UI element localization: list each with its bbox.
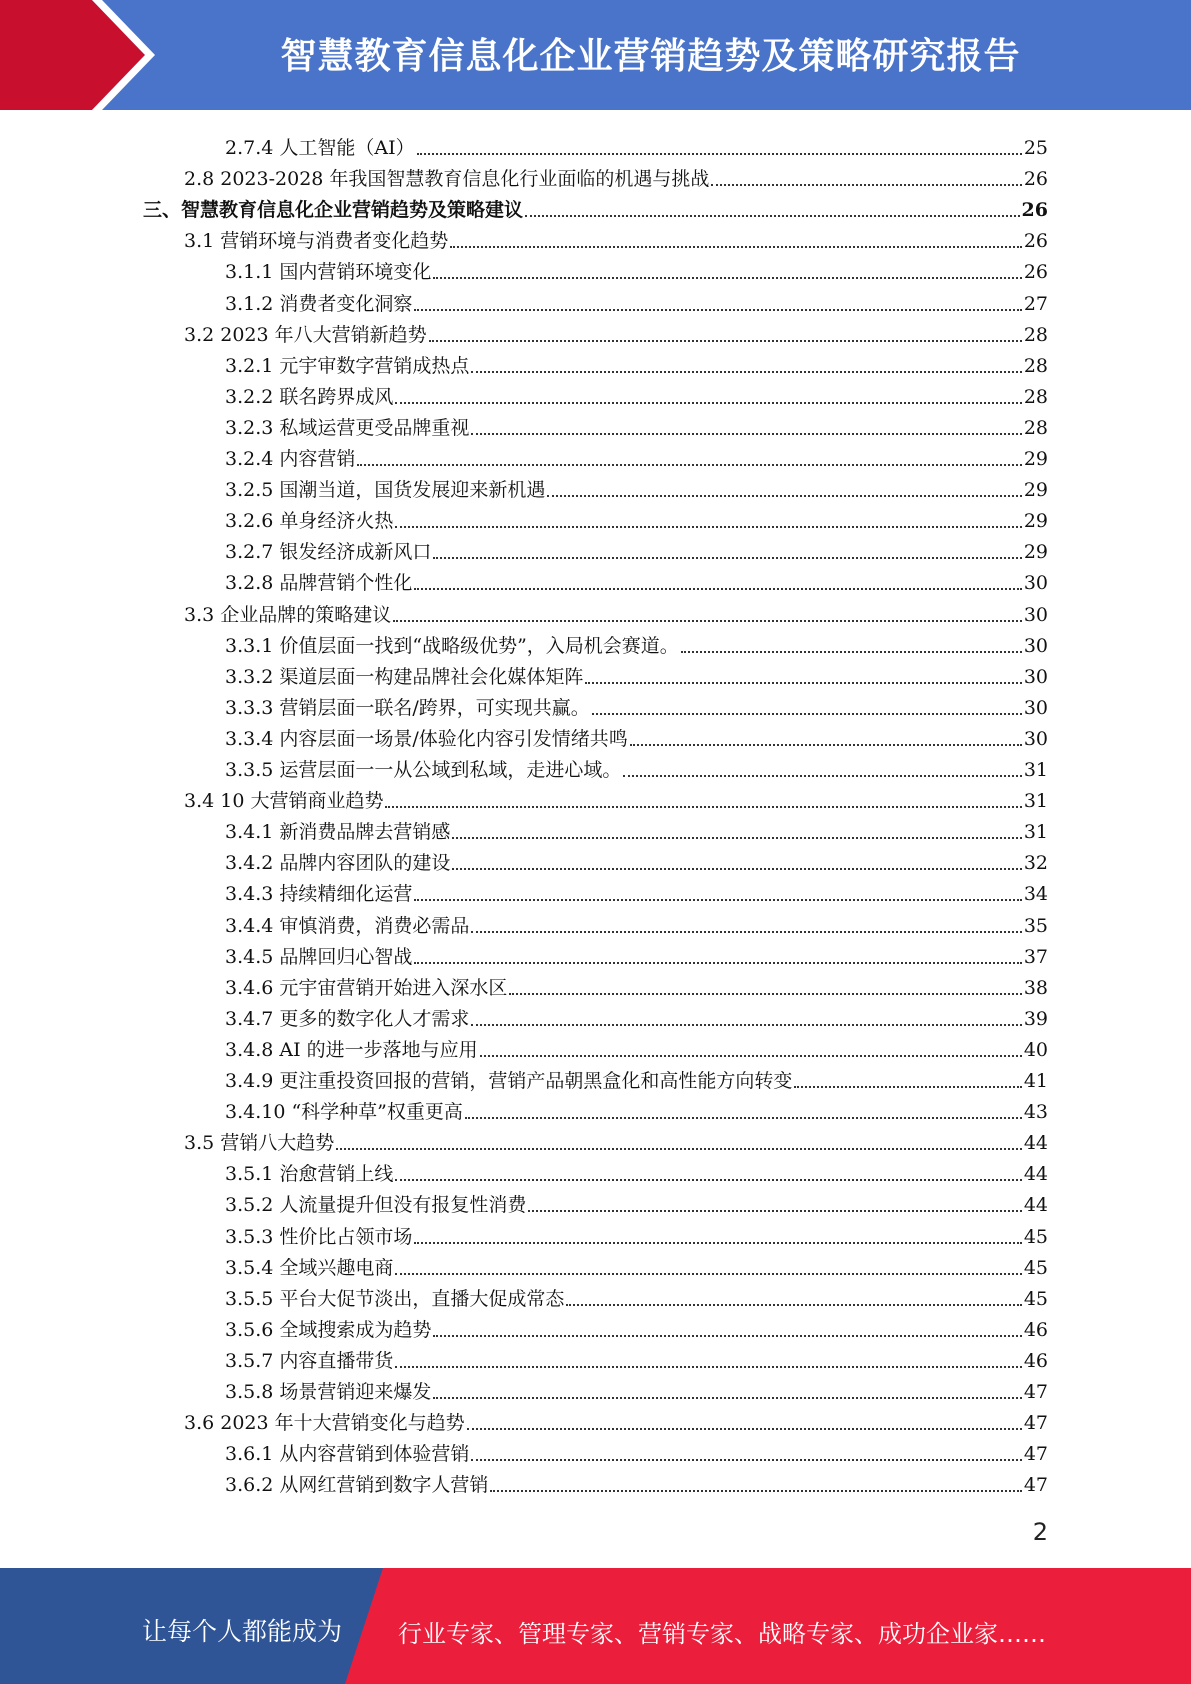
toc-entry-title: 3.5.2 人流量提升但没有报复性消费: [225, 1194, 527, 1217]
toc-dot-leader: [357, 464, 1021, 466]
toc-entry-title: 3.3.2 渠道层面一构建品牌社会化媒体矩阵: [225, 665, 584, 688]
toc-dot-leader: [480, 1055, 1022, 1057]
toc-dot-leader: [465, 1117, 1022, 1119]
toc-entry-title: 3.3.1 价值层面一找到“战略级优势”，入局机会赛道。: [225, 634, 679, 657]
toc-entry[interactable]: [225, 346, 1048, 377]
toc-entry-title: 3.5.4 全域兴趣电商: [225, 1256, 394, 1279]
toc-entry[interactable]: [225, 1217, 1048, 1248]
toc-entry[interactable]: [225, 1465, 1048, 1496]
toc-entry-page: 46: [1023, 1349, 1048, 1372]
toc-entry-title: 3.4 10 大营销商业趋势: [184, 790, 384, 813]
toc-dot-leader: [467, 1428, 1022, 1430]
toc-entry-title: 3.3.5 运营层面一一从公域到私域，走进心域。: [225, 759, 622, 781]
toc-dot-leader: [528, 1210, 1021, 1212]
toc-dot-leader: [417, 153, 1022, 155]
toc-entry[interactable]: [225, 1092, 1048, 1123]
toc-entry-page: 45: [1023, 1287, 1048, 1310]
toc-entry[interactable]: [225, 1310, 1048, 1341]
toc-entry-page: 47: [1023, 1381, 1048, 1403]
toc-entry[interactable]: [225, 128, 1048, 159]
toc-entry-title: 3.4.4 审慎消费，消费必需品: [225, 914, 470, 937]
toc-entry[interactable]: [225, 626, 1048, 657]
toc-dot-leader: [414, 1242, 1021, 1244]
toc-entry-page: 37: [1023, 945, 1048, 968]
toc-entry-page: 45: [1023, 1225, 1048, 1248]
toc-entry-page: 34: [1023, 883, 1048, 906]
toc-entry[interactable]: [225, 843, 1048, 874]
toc-entry-title: 3.1 营销环境与消费者变化趋势: [184, 230, 449, 253]
toc-dot-leader: [414, 962, 1021, 964]
toc-entry-title: 3.5.3 性价比占领市场: [225, 1225, 413, 1248]
toc-dot-leader: [585, 682, 1021, 684]
toc-entry-title: 3.2.7 银发经济成新风口: [225, 541, 432, 564]
toc-entry-page: 32: [1023, 852, 1048, 875]
toc-dot-leader: [525, 215, 1020, 217]
toc-entry[interactable]: [225, 1434, 1048, 1465]
toc-dot-leader: [623, 775, 1021, 777]
toc-dot-leader: [385, 806, 1021, 808]
toc-entry-page: 26: [1023, 230, 1048, 253]
toc-entry-page: 39: [1023, 1007, 1048, 1030]
toc-entry-title: 3.4.10 “科学种草”权重更高: [225, 1101, 463, 1124]
toc-entry-title: 3.2.2 联名跨界成风: [225, 385, 394, 408]
toc-dot-leader: [393, 620, 1022, 622]
toc-entry-page: 26: [1023, 168, 1048, 191]
toc-dot-leader: [630, 744, 1022, 746]
toc-entry[interactable]: [225, 999, 1048, 1030]
toc-dot-leader: [490, 1490, 1021, 1492]
toc-entry-page: 30: [1023, 572, 1048, 595]
toc-entry-page: 31: [1023, 821, 1048, 844]
toc-dot-leader: [395, 402, 1021, 404]
toc-entry-page: 44: [1023, 1194, 1048, 1217]
toc-entry-page: 38: [1023, 976, 1048, 999]
toc-entry-title: 3.5.1 治愈营销上线: [225, 1163, 394, 1186]
toc-dot-leader: [433, 277, 1021, 279]
toc-entry[interactable]: [184, 595, 1048, 626]
toc-entry[interactable]: [184, 221, 1048, 252]
toc-entry[interactable]: [225, 563, 1048, 594]
toc-entry[interactable]: [225, 1279, 1048, 1310]
toc-entry[interactable]: [225, 1341, 1048, 1372]
toc-entry-page: 26: [1023, 261, 1048, 284]
toc-entry-page: 40: [1023, 1038, 1048, 1061]
toc-entry-page: 47: [1023, 1474, 1048, 1497]
toc-entry-title: 3.5.8 场景营销迎来爆发: [225, 1381, 432, 1403]
toc-entry-title: 3.6.2 从网红营销到数字人营销: [225, 1474, 489, 1497]
toc-dot-leader: [395, 1273, 1021, 1275]
toc-entry-title: 3.4.2 品牌内容团队的建设: [225, 852, 451, 875]
toc-entry-page: 43: [1023, 1101, 1048, 1124]
toc-entry-title: 3.2.4 内容营销: [225, 448, 356, 470]
toc-entry-title: 3.2.8 品牌营销个性化: [225, 572, 413, 595]
toc-entry[interactable]: [225, 252, 1048, 283]
toc-entry-title: 3.1.1 国内营销环境变化: [225, 261, 432, 284]
toc-dot-leader: [395, 526, 1021, 528]
toc-entry[interactable]: [225, 1154, 1048, 1185]
toc-entry-page: 29: [1023, 541, 1048, 564]
toc-entry[interactable]: [225, 874, 1048, 905]
toc-entry[interactable]: [225, 1030, 1048, 1061]
footer-slogan-right: 行业专家、管理专家、营销专家、战略专家、成功企业家……: [398, 1620, 1046, 1648]
toc-entry-title: 3.2.1 元宇审数字营销成热点: [225, 354, 470, 377]
toc-dot-leader: [450, 246, 1022, 248]
toc-entry-title: 3.4.1 新消费品牌去营销感: [225, 821, 451, 844]
toc-entry-title: 3.3 企业品牌的策略建议: [184, 603, 392, 626]
toc-dot-leader: [509, 993, 1021, 995]
toc-entry-title: 3.4.5 品牌回归心智战: [225, 945, 413, 968]
toc-entry[interactable]: [184, 1403, 1048, 1434]
report-title: 智慧教育信息化企业营销趋势及策略研究报告: [280, 36, 1021, 77]
toc-entry[interactable]: [225, 750, 1048, 781]
toc-entry-page: 28: [1023, 416, 1048, 439]
toc-entry-page: 47: [1023, 1443, 1048, 1466]
toc-entry-page: 35: [1023, 914, 1048, 937]
toc-entry-page: 29: [1023, 479, 1048, 502]
toc-entry-title: 3.4.3 持续精细化运营: [225, 883, 413, 906]
toc-entry-title: 3.5.7 内容直播带货: [225, 1349, 394, 1372]
toc-entry-page: 26: [1021, 199, 1048, 222]
toc-dot-leader: [471, 433, 1021, 435]
toc-entry-page: 28: [1023, 354, 1048, 377]
toc-entry-page: 41: [1023, 1070, 1048, 1092]
toc-entry-title: 3.4.8 AI 的进一步落地与应用: [225, 1038, 478, 1061]
toc-entry[interactable]: [225, 501, 1048, 532]
toc-dot-leader: [547, 495, 1021, 497]
toc-entry-title: 3.4.7 更多的数字化人才需求: [225, 1007, 470, 1030]
toc-dot-leader: [452, 837, 1021, 839]
toc-entry[interactable]: [225, 719, 1048, 750]
toc-dot-leader: [566, 1304, 1021, 1306]
toc-dot-leader: [395, 1179, 1021, 1181]
toc-dot-leader: [414, 309, 1021, 311]
page-header: [0, 0, 1191, 110]
toc-dot-leader: [414, 899, 1021, 901]
toc-entry-title: 3.1.2 消费者变化洞察: [225, 292, 413, 315]
toc-entry[interactable]: [184, 1123, 1048, 1154]
toc-entry-page: 27: [1023, 292, 1048, 315]
toc-entry-title: 3.6 2023 年十大营销变化与趋势: [184, 1412, 465, 1435]
toc-entry-page: 31: [1023, 759, 1048, 781]
toc-entry[interactable]: [184, 315, 1048, 346]
toc-entry-title: 3.6.1 从内容营销到体验营销: [225, 1443, 470, 1466]
toc-entry-page: 29: [1023, 448, 1048, 470]
toc-entry-page: 30: [1023, 634, 1048, 657]
toc-entry-title: 3.2.5 国潮当道，国货发展迎来新机遇: [225, 479, 546, 502]
toc-entry[interactable]: [225, 284, 1048, 315]
toc-entry-title: 2.8 2023-2028 年我国智慧教育信息化行业面临的机遇与挑战: [184, 168, 710, 191]
toc-entry[interactable]: [225, 470, 1048, 501]
toc-entry-title: 3.2 2023 年八大营销新趋势: [184, 323, 427, 346]
toc-dot-leader: [794, 1086, 1021, 1088]
toc-entry-page: 30: [1023, 727, 1048, 750]
toc-dot-leader: [681, 651, 1022, 653]
page-number: 2: [1032, 1518, 1048, 1546]
toc-dot-leader: [433, 557, 1021, 559]
toc-entry-page: 44: [1023, 1132, 1048, 1155]
toc-entry-title: 3.2.3 私域运营更受品牌重视: [225, 416, 470, 439]
toc-entry[interactable]: [184, 159, 1048, 190]
toc-dot-leader: [452, 868, 1021, 870]
footer-slogan-left: 让每个人都能成为: [142, 1617, 343, 1646]
toc-dot-leader: [433, 1335, 1021, 1337]
toc-dot-leader: [395, 1366, 1021, 1368]
toc-entry[interactable]: [225, 906, 1048, 937]
toc-dot-leader: [471, 931, 1021, 933]
toc-dot-leader: [336, 1148, 1022, 1150]
toc-entry-title: 3.4.6 元宇宙营销开始进入深水区: [225, 976, 508, 999]
toc-entry-title: 2.7.4 人工智能（AI）: [225, 137, 415, 159]
toc-entry-page: 45: [1023, 1256, 1048, 1279]
toc-entry-title: 三、智慧教育信息化企业营销趋势及策略建议: [143, 199, 524, 222]
toc-entry-title: 3.5 营销八大趋势: [184, 1132, 335, 1155]
toc-entry-page: 47: [1023, 1412, 1048, 1435]
toc-entry[interactable]: [225, 377, 1048, 408]
toc-dot-leader: [471, 371, 1021, 373]
toc-entry[interactable]: [225, 968, 1048, 999]
toc-entry[interactable]: [225, 1248, 1048, 1279]
toc-entry-page: 30: [1023, 665, 1048, 688]
toc-dot-leader: [429, 340, 1022, 342]
toc-entry-page: 28: [1023, 385, 1048, 408]
toc-dot-leader: [471, 1024, 1021, 1026]
toc-entry-title: 3.3.4 内容层面一场景/体验化内容引发情绪共鸣: [225, 727, 628, 750]
toc-entry-page: 30: [1023, 603, 1048, 626]
toc-entry-page: 29: [1023, 510, 1048, 533]
page-footer: [0, 1568, 1191, 1684]
toc-entry[interactable]: [225, 1372, 1048, 1403]
toc-dot-leader: [433, 1397, 1021, 1399]
toc-entry[interactable]: [225, 812, 1048, 843]
toc-entry[interactable]: [225, 408, 1048, 439]
toc-entry[interactable]: [225, 439, 1048, 470]
toc-entry[interactable]: [184, 781, 1048, 812]
toc-entry[interactable]: [225, 1061, 1048, 1092]
toc-entry-page: 28: [1023, 323, 1048, 346]
toc-dot-leader: [592, 713, 1022, 715]
toc-dot-leader: [414, 588, 1021, 590]
toc-entry[interactable]: [143, 190, 1048, 221]
toc-entry-title: 3.5.5 平台大促节淡出，直播大促成常态: [225, 1287, 565, 1310]
toc-dot-leader: [711, 184, 1021, 186]
toc-entry-title: 3.3.3 营销层面一联名/跨界，可实现共赢。: [225, 696, 590, 719]
toc-entry-page: 46: [1023, 1318, 1048, 1341]
toc-entry[interactable]: [225, 532, 1048, 563]
toc-entry[interactable]: [225, 1185, 1048, 1216]
toc-entry-page: 44: [1023, 1163, 1048, 1186]
toc-entry-title: 3.5.6 全域搜索成为趋势: [225, 1318, 432, 1341]
toc-entry-page: 25: [1023, 137, 1048, 159]
toc-entry-page: 31: [1023, 790, 1048, 813]
toc-dot-leader: [471, 1459, 1021, 1461]
toc-entry[interactable]: [225, 657, 1048, 688]
toc-entry[interactable]: [225, 937, 1048, 968]
toc-entry[interactable]: [225, 688, 1048, 719]
toc-entry-title: 3.2.6 单身经济火热: [225, 510, 394, 533]
toc-entry-title: 3.4.9 更注重投资回报的营销，营销产品朝黑盒化和高性能方向转变: [225, 1070, 793, 1092]
toc-entry-page: 30: [1023, 696, 1048, 719]
